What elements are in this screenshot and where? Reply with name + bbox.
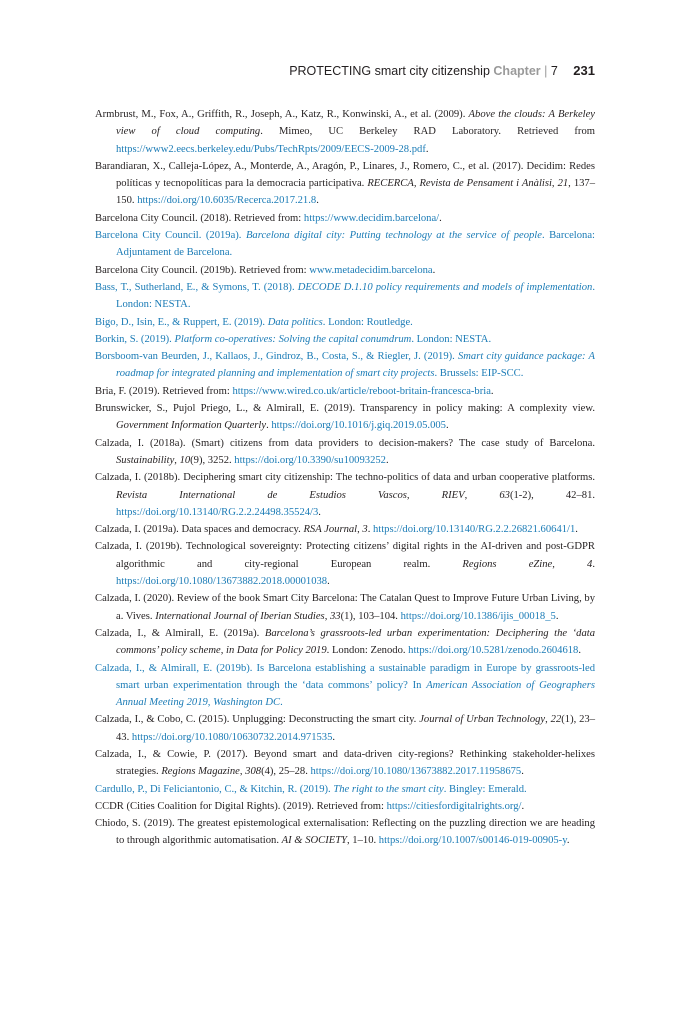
reference-entry (95, 383, 595, 400)
reference-text: Calzada, I. (2019b). Technological sovereignty: Protecting citizens’ digital rights in the AI-driven and post-GDPR algorithmic and city-regional European realm. (95, 541, 595, 570)
reference-title: Smart city guidance package: A roadmap for integrated planning and implementation of smart city projects (116, 351, 595, 380)
reference-title: International Journal of Iberian Studies (155, 610, 325, 622)
reference-entry (95, 106, 595, 158)
reference-link[interactable]: https://citiesfordigitalrights.org/ (386, 800, 522, 812)
reference-text: . London: NESTA. (411, 333, 492, 345)
reference-entry (95, 815, 595, 850)
reference-entry (95, 279, 595, 314)
reference-text: . (316, 195, 319, 207)
reference-text: , (545, 714, 551, 726)
reference-title: Government Information Quarterly (116, 420, 267, 432)
reference-text: Bria, F. (2019). Retrieved from: (95, 385, 233, 397)
reference-link[interactable]: https://doi.org/10.1080/13673882.2017.11958675 (310, 766, 522, 778)
reference-text: . (490, 385, 494, 397)
reference-text: Calzada, I. (2018a). (Smart) citizens from data providers to decision-makers? The case study of Barcelona. (95, 437, 595, 449)
reference-title: Barcelona digital city: Putting technology at the service of people (245, 230, 542, 242)
reference-title: Regions eZine (462, 558, 553, 570)
reference-text: . (439, 212, 442, 224)
reference-link[interactable]: https://doi.org/10.1007/s00146-019-00905-y (378, 835, 567, 847)
reference-entry (95, 781, 595, 798)
reference-text: . (555, 610, 559, 622)
reference-entry (95, 660, 595, 712)
reference-link[interactable]: https://doi.org/10.13140/RG.2.2.24498.35524/3 (116, 506, 319, 518)
reference-title: 21 (557, 178, 569, 190)
reference-title: Above the clouds: A Berkeley view of cloud computing (116, 109, 595, 138)
reference-title: Journal of Urban Technology (419, 714, 546, 726)
reference-entry (95, 314, 595, 331)
reference-text: (1-2), 42–81. (509, 489, 596, 501)
reference-text: . (566, 835, 570, 847)
reference-text: Bigo, D., Isin, E., & Ruppert, E. (2019). (95, 316, 268, 328)
reference-text: Barcelona City Council. (2019a). (95, 230, 246, 242)
reference-entry (95, 746, 595, 781)
reference-entry (95, 521, 595, 538)
reference-text: CCDR (Cities Coalition for Digital Rights). (2019). Retrieved from: (95, 800, 387, 812)
reference-text: . (521, 800, 525, 812)
reference-text: . (327, 576, 330, 588)
reference-title: Barcelona’s grassroots-led urban experimentation: Deciphering the ‘data commons’ policy scheme, in Data for Policy 2019 (116, 627, 595, 657)
reference-text: , (357, 524, 363, 536)
reference-title: 33 (329, 610, 341, 622)
reference-text: . Brussels: EIP-SCC. (434, 368, 524, 380)
page-number: 231 (573, 63, 595, 78)
reference-text: . (318, 506, 321, 518)
reference-title: 63 (499, 489, 510, 501)
reference-entry (95, 210, 595, 227)
reference-entry (95, 711, 595, 746)
reference-text: . London: Zenodo. (326, 645, 409, 657)
reference-title: Regions Magazine (161, 766, 240, 778)
reference-text: . London: Routledge. (322, 316, 413, 328)
reference-text: . (521, 766, 524, 778)
reference-title: DECODE D.1.10 policy requirements and models of implementation (297, 281, 593, 293)
reference-text: (1), 23–43. (116, 714, 596, 743)
reference-text: , (551, 178, 558, 190)
reference-text: , (464, 489, 500, 501)
reference-title: Data politics (267, 316, 323, 328)
reference-entry (95, 348, 595, 383)
reference-text: . (367, 524, 373, 536)
reference-title: Platform co-operatives: Solving the capital conumdrum (174, 333, 412, 345)
reference-text: Chiodo, S. (2019). The greatest epistemological externalisation: Reflecting on the puzzling direction we are heading to through algorithmic automatisation. (95, 818, 595, 847)
reference-title: RSA Journal (303, 524, 358, 536)
reference-link[interactable]: https://www2.eecs.berkeley.edu/Pubs/TechRpts/2009/EECS-2009-28.pdf (116, 143, 426, 155)
reference-entry (95, 625, 595, 660)
reference-list (95, 106, 595, 850)
reference-title: The right to the smart city (333, 783, 444, 795)
reference-text: Calzada, I., & Almirall, E. (2019a). (95, 627, 265, 639)
reference-title: Sustainability (116, 454, 175, 466)
reference-title: RECERCA, Revista de Pensament i Anàlisi (367, 178, 552, 190)
reference-title: 3 (362, 524, 368, 536)
reference-entry (95, 400, 595, 435)
reference-text: , (324, 610, 330, 622)
reference-text: Barandiaran, X., Calleja-López, A., Monterde, A., Aragón, P., Linares, J., Romero, C., et al. (2017). Decidim: Redes políticas y tecnopolíticas para la democracia participativa. (95, 160, 595, 190)
reference-title: 10 (179, 454, 191, 466)
reference-link[interactable]: https://www.decidim.barcelona/ (303, 212, 440, 224)
reference-entry (95, 435, 595, 470)
reference-text: Borsboom-van Beurden, J., Kallaos, J., Gindroz, B., Costa, S., & Riegler, J. (2019). (95, 351, 458, 363)
reference-text: . Mimeo, UC Berkeley RAD Laboratory. Retrieved from (260, 126, 595, 138)
reference-text: . (425, 143, 429, 155)
reference-link[interactable]: https://doi.org/10.1080/10630732.2014.971535 (131, 731, 333, 743)
chapter-number: 7 (550, 64, 558, 78)
reference-text: Calzada, I. (2020). Review of the book Smart City Barcelona: The Catalan Quest to Improve Future Urban Living, by a. Vives. (95, 593, 595, 622)
reference-text: . (592, 558, 595, 570)
reference-text: , (239, 766, 246, 778)
reference-title: 4 (587, 558, 593, 570)
reference-entry (95, 798, 595, 815)
reference-text: , (552, 558, 588, 570)
reference-text: (4), 25–28. (261, 766, 311, 778)
reference-link[interactable]: https://doi.org/10.6035/Recerca.2017.21.8 (137, 195, 317, 207)
reference-text: Cardullo, P., Di Feliciantonio, C., & Kitchin, R. (2019). (95, 783, 334, 795)
reference-text: Barcelona City Council. (2018). Retrieved from: (95, 212, 304, 224)
running-title: PROTECTING smart city citizenship (289, 64, 490, 78)
running-header (289, 63, 595, 78)
reference-link[interactable]: https://doi.org/10.1016/j.giq.2019.05.005 (271, 420, 446, 432)
reference-link[interactable]: https://doi.org/10.1080/13673882.2018.00001038 (116, 576, 328, 588)
reference-text: Borkin, S. (2019). (95, 333, 175, 345)
reference-text: . (445, 420, 449, 432)
reference-entry (95, 262, 595, 279)
reference-entry (95, 331, 595, 348)
header-separator: | (544, 64, 548, 78)
reference-text: Calzada, I. (2018b). Deciphering smart city citizenship: The techno-politics of data and urban cooperative platforms. (95, 472, 595, 484)
reference-text: , (174, 454, 180, 466)
reference-entry (95, 158, 595, 210)
reference-entry (95, 590, 595, 625)
reference-text: . Bingley: Emerald. (443, 783, 527, 795)
reference-link[interactable]: www.metadecidim.barcelona (309, 264, 433, 276)
reference-text: Barcelona City Council. (2019b). Retrieved from: (95, 264, 310, 276)
reference-text: . (385, 454, 389, 466)
reference-text: Calzada, I., & Almirall, E. (2019b). Is Barcelona establishing a sustainable paradigm in Europe by grassroots-led smart urban experimentation through the ‘data commons’ policy? In (95, 662, 595, 691)
reference-entry (95, 227, 595, 262)
reference-entry (95, 469, 595, 521)
reference-text: Calzada, I., & Cowie, P. (2017). Beyond smart and data-driven city-regions? Rethinking stakeholder-helixes strategies. (95, 748, 595, 778)
reference-text: Calzada, I. (2019a). Data spaces and democracy. (95, 524, 304, 536)
reference-text: . Barcelona: Adjuntament de Barcelona. (116, 230, 595, 259)
reference-text: . (432, 264, 436, 276)
reference-title: 22 (550, 714, 562, 726)
reference-text: . (332, 731, 336, 743)
reference-text: Armbrust, M., Fox, A., Griffith, R., Joseph, A., Katz, R., Konwinski, A., et al. (2009). (95, 109, 469, 120)
reference-text: . (280, 697, 283, 709)
reference-text: Brunswicker, S., Pujol Priego, L., & Almirall, E. (2019). Transparency in policy making: A complexity view. (95, 403, 595, 415)
reference-entry (95, 538, 595, 590)
reference-text: Bass, T., Sutherland, E., & Symons, T. (2018). (95, 281, 298, 293)
reference-title: AI & SOCIETY (281, 835, 347, 847)
reference-link[interactable]: https://doi.org/10.1386/ijis_00018_5 (400, 610, 556, 622)
reference-text: . (575, 524, 578, 536)
reference-text: . (266, 420, 272, 432)
reference-link[interactable]: https://doi.org/10.5281/zenodo.2604618 (408, 645, 579, 657)
reference-link[interactable]: https://doi.org/10.13140/RG.2.2.26821.60641/1 (373, 524, 576, 536)
reference-text: Calzada, I., & Cobo, C. (2015). Unplugging: Deconstructing the smart city. (95, 714, 420, 726)
reference-link[interactable]: https://doi.org/10.3390/su10093252 (234, 454, 386, 466)
reference-text: , 1–10. (347, 835, 379, 847)
reference-text: . (578, 645, 582, 657)
reference-title: Revista International de Estudios Vascos, RIEV (116, 489, 465, 501)
reference-link[interactable]: https://www.wired.co.uk/article/reboot-britain-francesca-bria (232, 385, 491, 397)
reference-title: American Association of Geographers Annual Meeting 2019, Washington DC (116, 679, 595, 709)
reference-text: , 137–150. (116, 178, 596, 207)
reference-text: . London: NESTA. (116, 281, 595, 311)
chapter-label: Chapter (493, 64, 541, 78)
reference-text: (9), 3252. (190, 454, 235, 466)
reference-text: (1), 103–104. (340, 610, 401, 622)
reference-title: 308 (245, 766, 262, 778)
